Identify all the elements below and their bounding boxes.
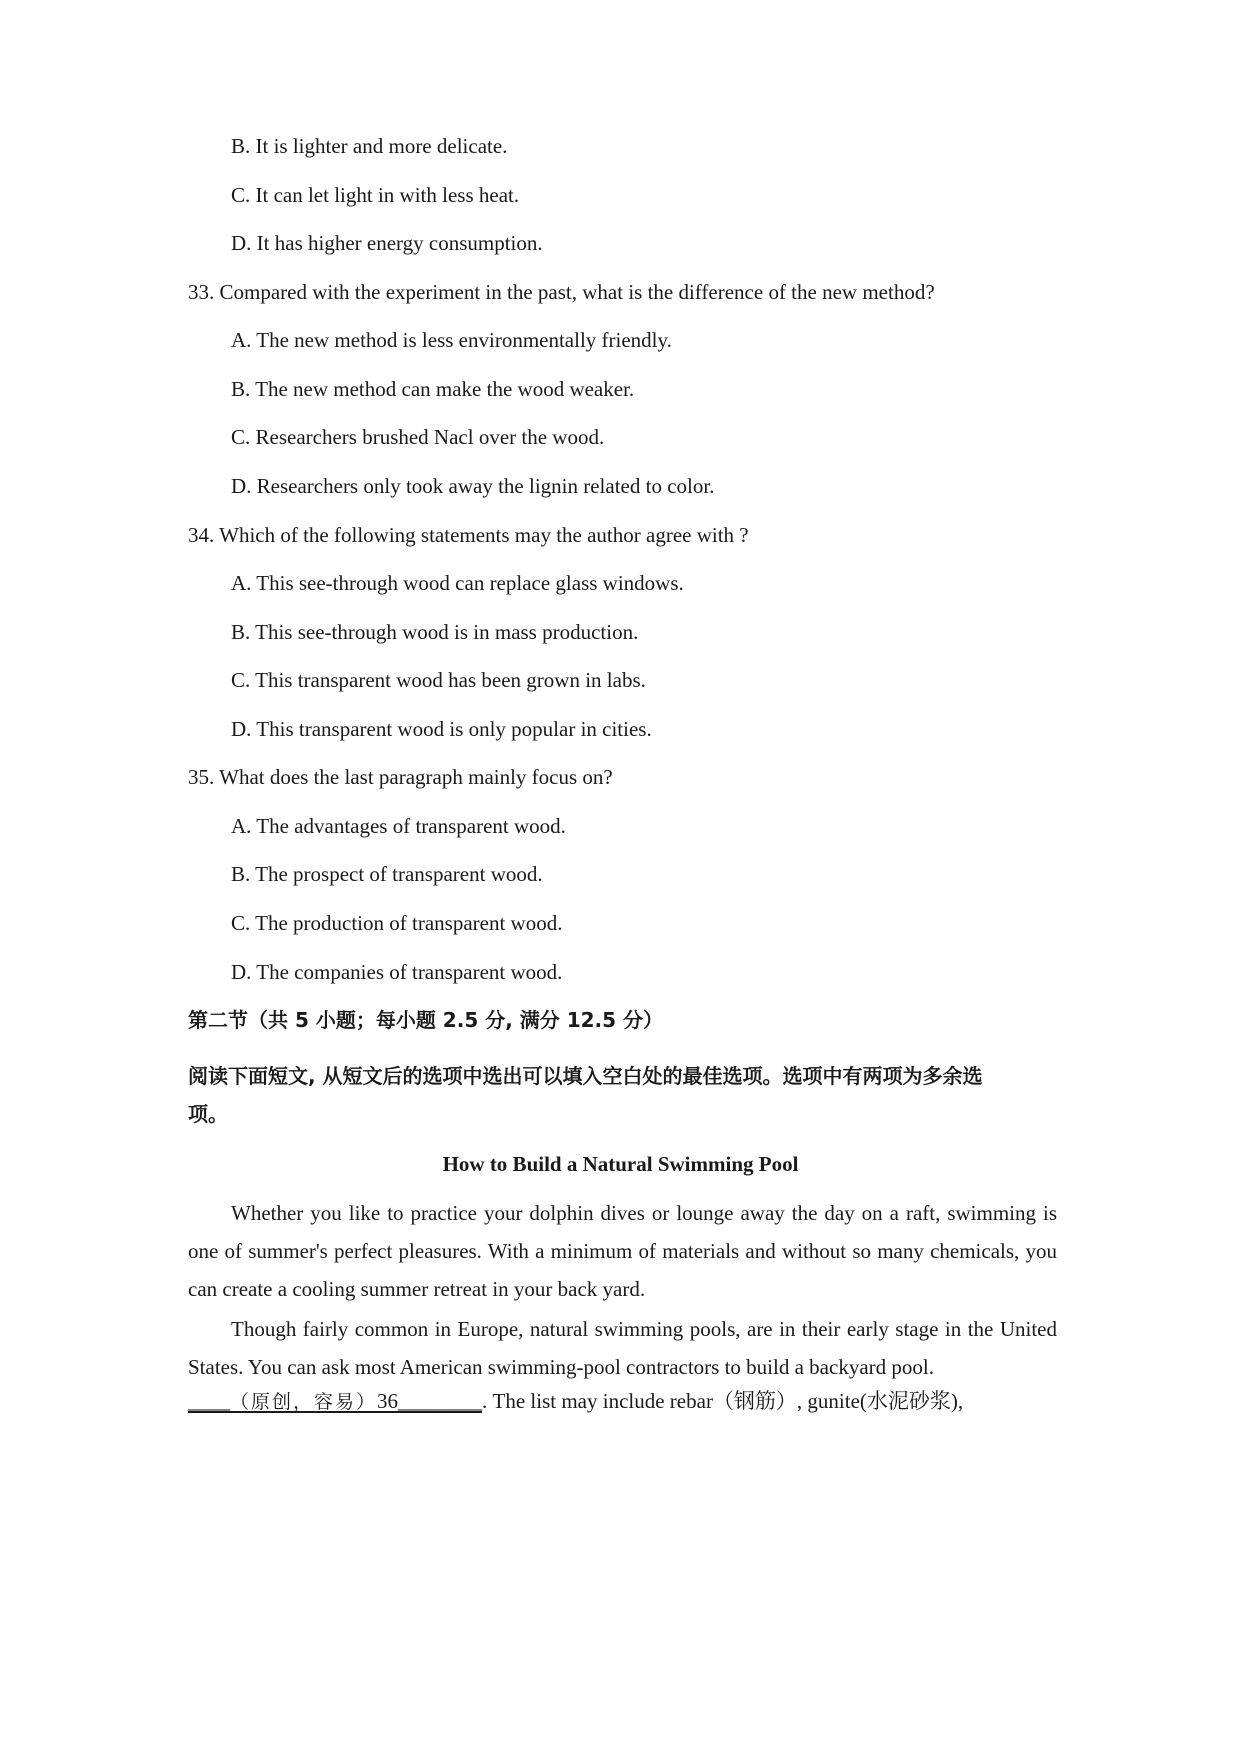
q34-option-a: A. This see-through wood can replace glass windows. — [231, 571, 684, 595]
q33-option-a: A. The new method is less environmentally friendly. — [231, 328, 672, 352]
blank-number: 36 — [377, 1389, 399, 1413]
q34-option-b: B. This see-through wood is in mass production. — [231, 620, 639, 644]
q32-option-c: C. It can let light in with less heat. — [231, 183, 520, 207]
q35-option-c: C. The production of transparent wood. — [231, 911, 563, 935]
blank-note: （原创，容易） — [230, 1391, 378, 1413]
q35-option-b: B. The prospect of transparent wood. — [231, 862, 543, 886]
blank-36 — [188, 1389, 482, 1413]
passage-blank-line — [188, 1387, 1057, 1416]
section-heading: 第二节（共 5 小题；每小题 2.5 分, 满分 12.5 分） — [188, 1008, 664, 1032]
q34-option-c: C. This transparent wood has been grown in labs. — [231, 668, 646, 692]
blank-tail: ________ — [398, 1389, 483, 1413]
q33-option-b: B. The new method can make the wood weaker. — [231, 377, 635, 401]
section-instruction-line2: 项。 — [188, 1102, 228, 1126]
paragraph-2-continuation: . The list may include rebar（钢筋）, gunite(水泥砂浆), — [482, 1389, 964, 1413]
q34-option-d: D. This transparent wood is only popular in cities. — [231, 717, 652, 741]
passage-title: How to Build a Natural Swimming Pool — [442, 1152, 799, 1176]
passage-paragraph-2: Though fairly common in Europe, natural swimming pools, are in their early stage in the United States. You can ask most American swimming-pool contractors to build a backyard pool. — [188, 1317, 1057, 1379]
q35-option-d: D. The companies of transparent wood. — [231, 960, 563, 984]
q33-option-d: D. Researchers only took away the lignin related to color. — [231, 474, 715, 498]
q33-option-c: C. Researchers brushed Nacl over the wood. — [231, 425, 605, 449]
q34-stem: 34. Which of the following statements may the author agree with ? — [188, 523, 749, 547]
q32-option-b: B. It is lighter and more delicate. — [231, 134, 508, 158]
passage-paragraph-1: Whether you like to practice your dolphin dives or lounge away the day on a raft, swimming is one of summer's perfect pleasures. With a minimum of materials and without so many chemicals, you can create a cooling summer retreat in your back yard. — [188, 1201, 1057, 1301]
q35-stem: 35. What does the last paragraph mainly focus on? — [188, 765, 613, 789]
section-instruction-line1: 阅读下面短文, 从短文后的选项中选出可以填入空白处的最佳选项。选项中有两项为多余选 — [188, 1064, 983, 1088]
q32-option-d: D. It has higher energy consumption. — [231, 231, 543, 255]
q33-stem: 33. Compared with the experiment in the past, what is the difference of the new method? — [188, 280, 935, 304]
q35-option-a: A. The advantages of transparent wood. — [231, 814, 566, 838]
blank-lead: ____ — [188, 1389, 230, 1413]
